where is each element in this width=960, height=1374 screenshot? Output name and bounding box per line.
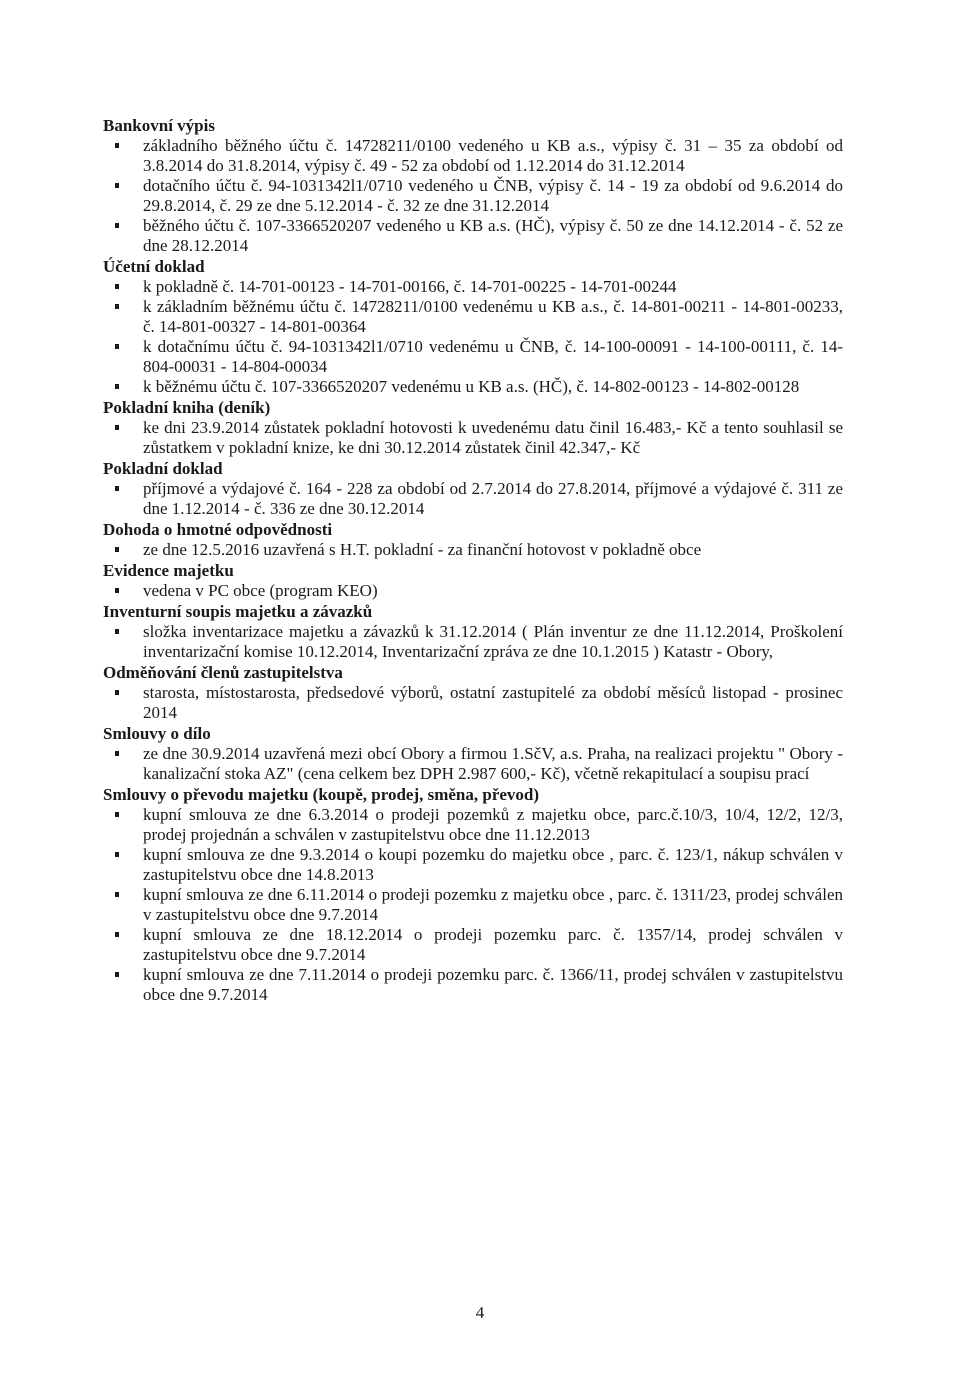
list-item-text: k dotačnímu účtu č. 94-1031342l1/0710 vedenému u ČNB, č. 14-100-00091 - 14-100-00111, č. 14-804-00031 - 14-804-00034 [143,337,843,376]
bullet-icon [115,284,119,289]
list-item-text: ze dne 12.5.2016 uzavřená s H.T. pokladní - za finanční hotovost v pokladně obce [143,540,702,559]
item-list [103,540,843,560]
item-list [103,683,843,723]
bullet-icon [115,183,119,188]
list-item [103,377,843,397]
section-heading: Pokladní kniha (deník) [103,398,271,417]
section [103,458,843,519]
list-item-text: běžného účtu č. 107-3366520207 vedeného u KB a.s. (HČ), výpisy č. 50 ze dne 14.12.2014 - č. 52 ze dne 28.12.2014 [143,216,843,255]
section [103,115,843,256]
list-item-text: základního běžného účtu č. 14728211/0100 vedeného u KB a.s., výpisy č. 31 – 35 za období od 3.8.2014 do 31.8.2014, výpisy č. 49 - 52 za období od 1.12.2014 do 31.12.2014 [143,136,843,175]
item-list [103,581,843,601]
bullet-icon [115,384,119,389]
list-item-text: kupní smlouva ze dne 6.11.2014 o prodeji pozemku z majetku obce , parc. č. 1311/23, prodej schválen v zastupitelstvu obce dne 9.7.2014 [143,885,843,924]
list-item-text: vedena v PC obce (program KEO) [143,581,378,600]
list-item [103,965,843,1005]
bullet-icon [115,932,119,937]
item-list [103,277,843,397]
bullet-icon [115,344,119,349]
list-item [103,540,843,560]
bullet-icon [115,486,119,491]
list-item-text: kupní smlouva ze dne 6.3.2014 o prodeji pozemků z majetku obce, parc.č.10/3, 10/4, 12/2, 12/3, prodej projednán a schválen v zastupitelstvu obce dne 11.12.2013 [143,805,843,844]
list-item-text: ke dni 23.9.2014 zůstatek pokladní hotovosti k uvedenému datu činil 16.483,- Kč a tento souhlasil se zůstatkem v pokladní knize, ke dni 30.12.2014 zůstatek činil 42.347,- Kč [143,418,843,457]
list-item-text: k pokladně č. 14-701-00123 - 14-701-00166, č. 14-701-00225 - 14-701-00244 [143,277,677,296]
list-item [103,418,843,458]
section-heading: Pokladní doklad [103,459,223,478]
bullet-icon [115,751,119,756]
bullet-icon [115,629,119,634]
section [103,397,843,458]
list-item [103,136,843,176]
item-list [103,805,843,1005]
list-item-text: k běžnému účtu č. 107-3366520207 vedenému u KB a.s. (HČ), č. 14-802-00123 - 14-802-00128 [143,377,800,396]
list-item [103,622,843,662]
bullet-icon [115,812,119,817]
bullet-icon [115,223,119,228]
section-heading: Bankovní výpis [103,116,215,135]
list-item-text: kupní smlouva ze dne 7.11.2014 o prodeji pozemku parc. č. 1366/11, prodej schválen v zastupitelstvu obce dne 9.7.2014 [143,965,843,1004]
bullet-icon [115,304,119,309]
section [103,519,843,560]
section-heading: Smlouvy o dílo [103,724,211,743]
bullet-icon [115,143,119,148]
list-item [103,581,843,601]
bullet-icon [115,547,119,552]
section-heading: Dohoda o hmotné odpovědnosti [103,520,333,539]
list-item [103,176,843,216]
page-number: 4 [475,1303,485,1322]
section-heading: Odměňování členů zastupitelstva [103,663,343,682]
list-item [103,805,843,845]
item-list [103,418,843,458]
list-item [103,337,843,377]
section [103,723,843,784]
list-item-text: složka inventarizace majetku a závazků k 31.12.2014 ( Plán inventur ze dne 11.12.2014, Proškolení inventarizační komise 10.12.2014, Inventarizační zpráva ze dne 10.1.2015 ) Katastr - Obory, [143,622,843,661]
section-heading: Účetní doklad [103,257,205,276]
section-heading: Inventurní soupis majetku a závazků [103,602,373,621]
section [103,256,843,397]
section-heading: Evidence majetku [103,561,234,580]
bullet-icon [115,690,119,695]
list-item-text: dotačního účtu č. 94-1031342l1/0710 vedeného u ČNB, výpisy č. 14 - 19 za období od 9.6.2014 do 29.8.2014, č. 29 ze dne 5.12.2014 - č. 32 ze dne 31.12.2014 [143,176,843,215]
list-item [103,744,843,784]
item-list [103,622,843,662]
list-item-text: příjmové a výdajové č. 164 - 228 za období od 2.7.2014 do 27.8.2014, příjmové a výdajové č. 311 ze dne 1.12.2014 - č. 336 ze dne 30.12.2014 [143,479,843,518]
list-item-text: kupní smlouva ze dne 18.12.2014 o prodeji pozemku parc. č. 1357/14, prodej schválen v zastupitelstvu obce dne 9.7.2014 [143,925,843,964]
list-item [103,216,843,256]
list-item [103,925,843,965]
list-item [103,683,843,723]
list-item-text: ze dne 30.9.2014 uzavřená mezi obcí Obory a firmou 1.SčV, a.s. Praha, na realizaci projektu " Obory - kanalizační stoka AZ" (cena celkem bez DPH 2.987 600,- Kč), včetně rekapitulací a soupisu prací [143,744,843,783]
list-item-text: k základním běžnému účtu č. 14728211/0100 vedenému u KB a.s., č. 14-801-00211 - 14-801-00233, č. 14-801-00327 - 14-801-00364 [143,297,843,336]
bullet-icon [115,972,119,977]
list-item-text: starosta, místostarosta, předsedové výborů, ostatní zastupitelé za období měsíců listopad - prosinec 2014 [143,683,843,722]
section [103,662,843,723]
item-list [103,479,843,519]
document-content [103,115,843,1005]
section [103,601,843,662]
list-item [103,277,843,297]
list-item [103,885,843,925]
section [103,560,843,601]
item-list [103,744,843,784]
list-item [103,479,843,519]
bullet-icon [115,425,119,430]
bullet-icon [115,892,119,897]
bullet-icon [115,852,119,857]
bullet-icon [115,588,119,593]
list-item-text: kupní smlouva ze dne 9.3.2014 o koupi pozemku do majetku obce , parc. č. 123/1, nákup schválen v zastupitelstvu obce dne 14.8.2013 [143,845,843,884]
section-heading: Smlouvy o převodu majetku (koupě, prodej, směna, převod) [103,785,540,804]
section [103,784,843,1005]
item-list [103,136,843,256]
list-item [103,845,843,885]
list-item [103,297,843,337]
